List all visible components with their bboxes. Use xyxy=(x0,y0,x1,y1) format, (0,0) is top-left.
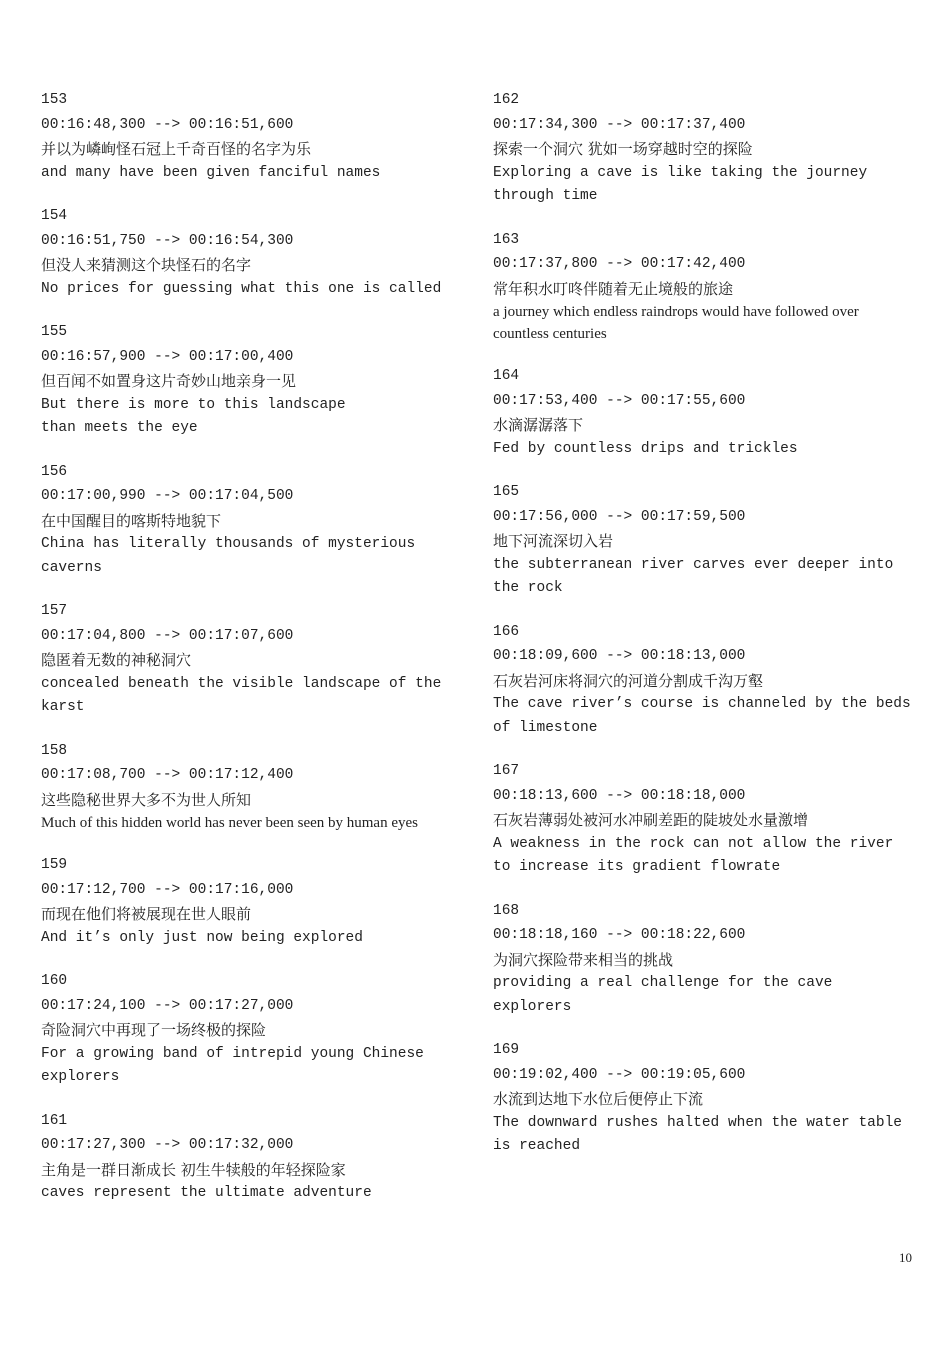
cue-english-text: For a growing band of intrepid young Chinese explorers xyxy=(41,1045,433,1085)
cue-timestamp: 00:17:37,800 --> 00:17:42,400 xyxy=(493,256,746,272)
cue-index: 162 xyxy=(493,92,520,108)
subtitle-cue xyxy=(493,759,918,880)
subtitle-cue xyxy=(493,364,918,461)
cue-index: 163 xyxy=(493,231,520,248)
cue-index: 165 xyxy=(493,484,520,500)
subtitle-cue xyxy=(41,88,466,185)
cue-index: 158 xyxy=(41,742,68,759)
right-column xyxy=(493,88,918,1178)
page-number: 10 xyxy=(899,1250,912,1265)
cue-index: 155 xyxy=(41,324,68,340)
subtitle-cue xyxy=(493,88,918,209)
cue-timestamp: 00:17:56,000 --> 00:17:59,500 xyxy=(493,508,746,525)
subtitle-cue xyxy=(493,480,918,601)
cue-timestamp: 00:17:53,400 --> 00:17:55,600 xyxy=(493,392,746,409)
cue-timestamp: 00:18:09,600 --> 00:18:13,000 xyxy=(493,648,746,664)
cue-index: 157 xyxy=(41,603,68,619)
cue-chinese-text: 地下河流深切入岩 xyxy=(493,532,614,550)
cue-chinese-text: 这些隐秘世界大多不为世人所知 xyxy=(41,790,252,809)
cue-chinese-text: 但没人来猜测这个块怪石的名字 xyxy=(41,256,252,274)
cue-index: 169 xyxy=(493,1042,520,1058)
cue-english-text: caves represent the ultimate adventure xyxy=(41,1185,372,1201)
subtitle-cue xyxy=(493,1038,918,1159)
cue-english-text: providing a real challenge for the cave explorers xyxy=(493,975,842,1015)
cue-index: 160 xyxy=(41,973,68,989)
cue-timestamp: 00:16:51,750 --> 00:16:54,300 xyxy=(41,232,294,249)
cue-english-text: Much of this hidden world has never been seen by human eyes xyxy=(41,815,418,831)
cue-timestamp: 00:17:24,100 --> 00:17:27,000 xyxy=(41,997,294,1014)
cue-chinese-text: 常年积水叮咚伴随着无止境般的旅途 xyxy=(493,279,734,298)
subtitle-cue xyxy=(41,969,466,1090)
cue-timestamp: 00:17:34,300 --> 00:17:37,400 xyxy=(493,116,746,133)
cue-index: 167 xyxy=(493,763,520,779)
cue-timestamp: 00:17:08,700 --> 00:17:12,400 xyxy=(41,767,294,783)
cue-chinese-text: 水滴潺潺落下 xyxy=(493,416,584,434)
cue-english-text: No prices for guessing what this one is called xyxy=(41,280,442,297)
subtitle-cue xyxy=(41,320,466,441)
cue-english-text: A weakness in the rock can not allow the river to increase its gradient flowrate xyxy=(493,835,902,875)
cue-chinese-text: 石灰岩河床将洞穴的河道分割成千沟万壑 xyxy=(493,671,764,690)
cue-index: 161 xyxy=(41,1112,68,1129)
subtitle-cue xyxy=(41,460,466,581)
cue-english-text: China has literally thousands of mysterious caverns xyxy=(41,536,424,576)
cue-chinese-text: 水流到达地下水位后便停止下流 xyxy=(493,1090,704,1108)
subtitle-cue xyxy=(493,620,918,741)
cue-chinese-text: 为洞穴探险带来相当的挑战 xyxy=(493,950,674,969)
cue-timestamp: 00:18:13,600 --> 00:18:18,000 xyxy=(493,787,746,804)
cue-index: 168 xyxy=(493,902,520,919)
cue-index: 153 xyxy=(41,92,68,108)
cue-index: 159 xyxy=(41,857,68,873)
cue-chinese-text: 并以为嶙峋怪石冠上千奇百怪的名字为乐 xyxy=(41,140,312,158)
cue-timestamp: 00:17:27,300 --> 00:17:32,000 xyxy=(41,1137,294,1153)
subtitle-cue xyxy=(41,1109,466,1206)
cue-chinese-text: 而现在他们将被展现在世人眼前 xyxy=(41,905,252,923)
cue-english-text: But there is more to this landscape than meets the eye xyxy=(41,396,346,436)
subtitle-cue xyxy=(41,853,466,950)
cue-english-text: Exploring a cave is like taking the journey through time xyxy=(493,164,876,204)
cue-timestamp: 00:16:48,300 --> 00:16:51,600 xyxy=(41,116,294,133)
cue-index: 166 xyxy=(493,623,520,640)
cue-chinese-text: 石灰岩薄弱处被河水冲刷差距的陡坡处水量激增 xyxy=(493,811,809,829)
cue-chinese-text: 探索一个洞穴 犹如一场穿越时空的探险 xyxy=(493,140,753,158)
cue-timestamp: 00:19:02,400 --> 00:19:05,600 xyxy=(493,1066,746,1083)
cue-english-text: The cave river’s course is channeled by the beds of limestone xyxy=(493,696,920,736)
subtitle-cue xyxy=(41,204,466,301)
cue-index: 156 xyxy=(41,463,68,480)
subtitle-cue xyxy=(493,228,918,346)
cue-english-text: The downward rushes halted when the water table is reached xyxy=(493,1114,911,1154)
subtitle-cue xyxy=(41,739,466,835)
subtitle-cue xyxy=(493,899,918,1020)
cue-english-text: concealed beneath the visible landscape of the karst xyxy=(41,675,450,715)
cue-index: 154 xyxy=(41,208,68,224)
subtitle-cue xyxy=(41,599,466,720)
cue-english-text: And it’s only just now being explored xyxy=(41,929,363,946)
left-column xyxy=(41,88,466,1225)
cue-chinese-text: 在中国醒目的喀斯特地貌下 xyxy=(41,511,222,530)
cue-english-text: a journey which endless raindrops would have followed over countless centuries xyxy=(493,304,863,342)
cue-english-text: and many have been given fanciful names xyxy=(41,164,381,181)
cue-index: 164 xyxy=(493,368,520,384)
cue-timestamp: 00:17:00,990 --> 00:17:04,500 xyxy=(41,488,294,504)
cue-chinese-text: 主角是一群日渐成长 初生牛犊般的年轻探险家 xyxy=(41,1160,346,1179)
cue-chinese-text: 奇险洞穴中再现了一场终极的探险 xyxy=(41,1021,267,1039)
cue-chinese-text: 隐匿着无数的神秘洞穴 xyxy=(41,651,192,669)
cue-timestamp: 00:18:18,160 --> 00:18:22,600 xyxy=(493,927,746,943)
cue-timestamp: 00:16:57,900 --> 00:17:00,400 xyxy=(41,348,294,365)
cue-timestamp: 00:17:04,800 --> 00:17:07,600 xyxy=(41,627,294,644)
cue-english-text: the subterranean river carves ever deeper into the rock xyxy=(493,556,902,596)
cue-timestamp: 00:17:12,700 --> 00:17:16,000 xyxy=(41,881,294,898)
cue-english-text: Fed by countless drips and trickles xyxy=(493,440,798,457)
cue-chinese-text: 但百闻不如置身这片奇妙山地亲身一见 xyxy=(41,372,297,390)
